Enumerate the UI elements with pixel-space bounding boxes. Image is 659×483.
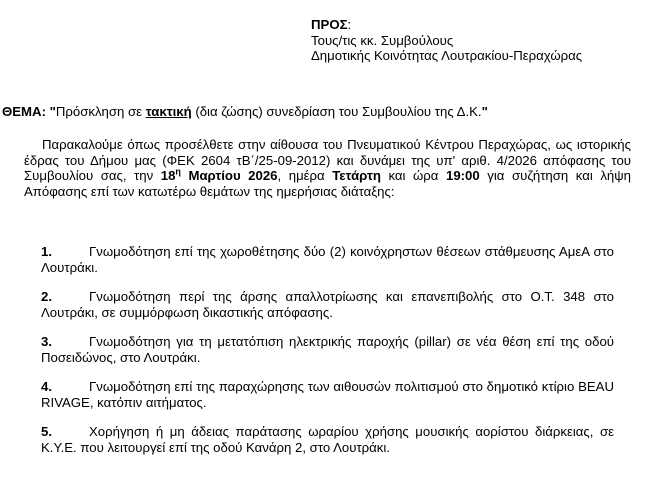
meeting-date-day: 18 bbox=[160, 168, 176, 183]
intro-text-2: , ημέρα bbox=[277, 168, 333, 183]
agenda-item-text: Γνωμοδότηση περί της άρσης απαλλοτρίωσης και επανεπιβολής στο Ο.Τ. 348 στο Λουτράκι, σε συμμόρφωση δικαστικής απόφασης. bbox=[41, 289, 614, 320]
recipient-colon: : bbox=[347, 17, 352, 32]
agenda-list bbox=[41, 244, 614, 469]
subject-close-quote: " bbox=[481, 104, 488, 119]
subject-text-before: Πρόσκληση σε bbox=[55, 104, 146, 119]
agenda-item-text: Χορήγηση ή μη άδειας παράτασης ωραρίου χρήσης μουσικής αορίστου διάρκειας, σε Κ.Υ.Ε. που λειτουργεί επί της οδού Κανάρη 2, στο Λουτράκι. bbox=[41, 424, 614, 455]
agenda-item-text: Γνωμοδότηση επί της παραχώρησης των αιθουσών πολιτισμού στο δημοτικό κτίριο BEAU RIVAGE, κατόπιν αιτήματος. bbox=[41, 379, 614, 410]
recipient-line-1: Τους/τις κκ. Συμβούλους bbox=[311, 32, 454, 48]
agenda-item bbox=[41, 244, 614, 275]
agenda-item bbox=[41, 334, 614, 365]
recipient-heading bbox=[311, 17, 656, 33]
meeting-date bbox=[161, 168, 278, 183]
agenda-item-number: 4. bbox=[41, 379, 52, 394]
meeting-date-suffix: η bbox=[175, 166, 181, 177]
agenda-item bbox=[41, 379, 614, 410]
intro-paragraph bbox=[24, 137, 631, 199]
recipient-block bbox=[311, 17, 656, 64]
agenda-item-text: Γνωμοδότηση επί της χωροθέτησης δύο (2) κοινόχρηστων θέσεων στάθμευσης ΑμεΑ στο Λουτράκι. bbox=[41, 244, 614, 275]
agenda-item bbox=[41, 289, 614, 320]
agenda-item bbox=[41, 424, 614, 455]
subject-label: ΘΕΜΑ: " bbox=[2, 104, 56, 119]
meeting-weekday: Τετάρτη bbox=[332, 168, 381, 183]
meeting-date-rest: Μαρτίου 2026 bbox=[180, 168, 278, 183]
intro-text-3: και ώρα bbox=[380, 168, 446, 183]
agenda-item-number: 2. bbox=[41, 289, 52, 304]
intro-text-4: για συζήτηση και λήψη Απόφασης επί των κατωτέρω θεμάτων της ημερήσιας διάταξης: bbox=[24, 168, 631, 199]
recipient-line-2: Δημοτικής Κοινότητας Λουτρακίου-Περαχώρας bbox=[311, 48, 583, 63]
agenda-item-number: 1. bbox=[41, 244, 52, 259]
subject-text-after: (δια ζώσης) συνεδρίαση του Συμβουλίου της Δ.Κ. bbox=[191, 104, 482, 119]
agenda-item-number: 5. bbox=[41, 424, 52, 439]
subject-emphasis: τακτική bbox=[145, 104, 192, 119]
intro-text-1: Παρακαλούμε όπως προσέλθετε στην αίθουσα του Πνευματικού Κέντρου Περαχώρας, ως ιστορικής έδρας του Δήμου μας (ΦΕΚ 2604 τΒ΄/25-09-2012) και δυνάμει της υπ' αριθ. 4/2026 απόφασης του Συμβουλίου σας, την bbox=[24, 137, 631, 183]
recipient-label: ΠΡΟΣ bbox=[311, 17, 348, 32]
agenda-item-number: 3. bbox=[41, 334, 52, 349]
subject-line bbox=[2, 104, 657, 120]
meeting-time: 19:00 bbox=[445, 168, 480, 183]
agenda-item-text: Γνωμοδότηση για τη μετατόπιση ηλεκτρικής παροχής (pillar) σε νέα θέση επί της οδού Ποσειδώνος, στο Λουτράκι. bbox=[41, 334, 614, 365]
